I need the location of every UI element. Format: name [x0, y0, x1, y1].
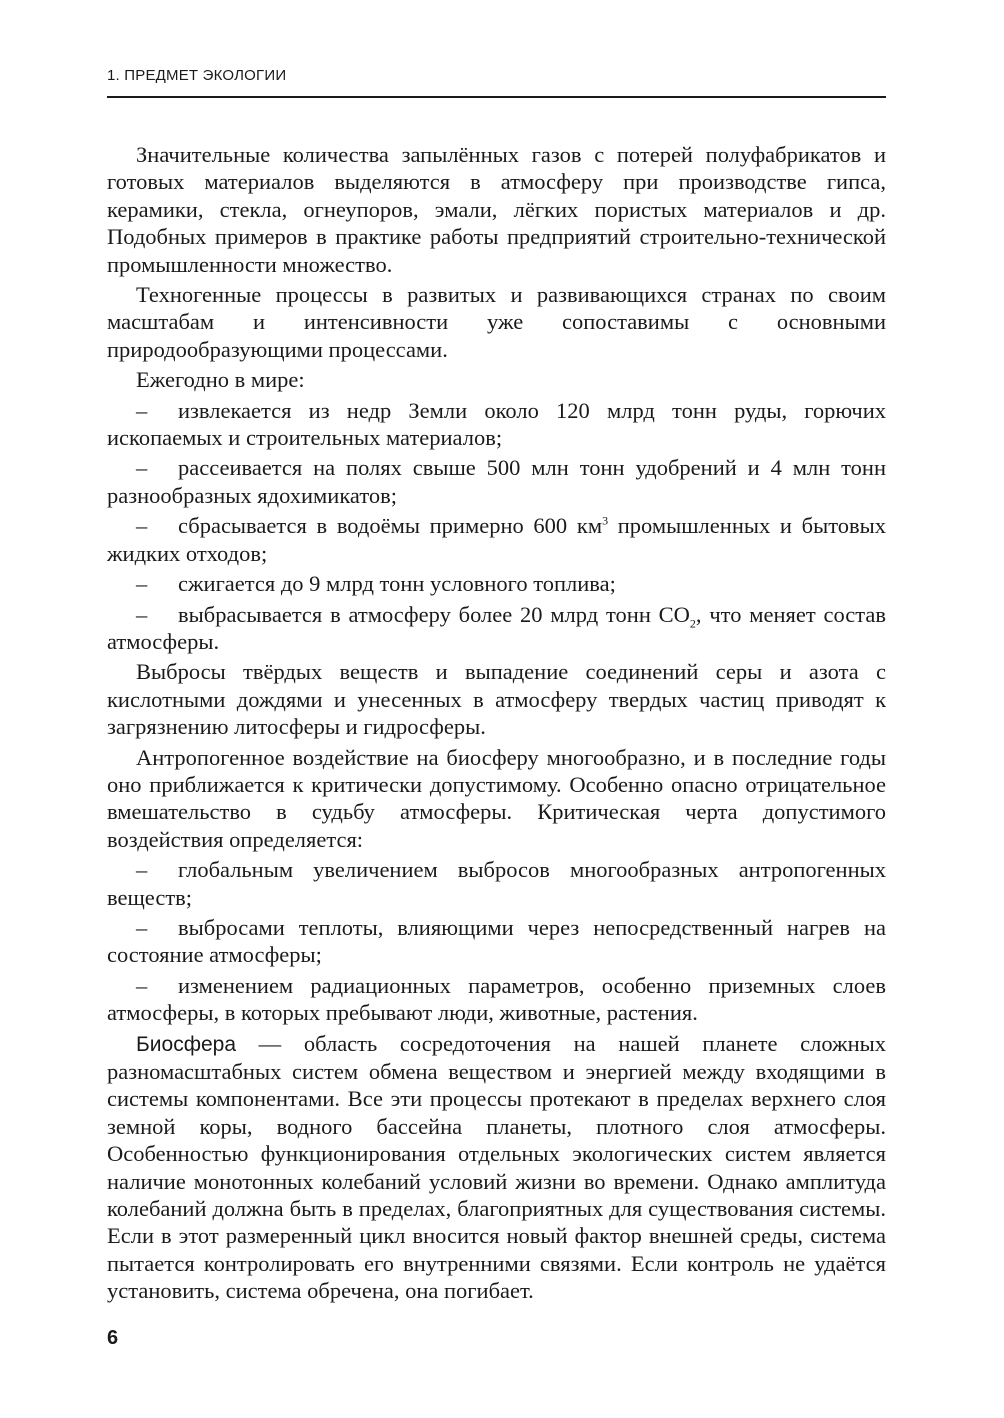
list-item-text: сбрасывается в водоёмы примерно 600 км [178, 513, 603, 539]
list-item-text: выбрасывается в атмосферу более 20 млрд тонн CO [178, 601, 690, 627]
paragraph-5: Антропогенное воздействие на биосферу многообразно, и в последние годы оно приближается к критически допустимому. Особенно опасно отрицательное вмешательство в судьбу атмосферы. Критическая черта допустимого воздействия определяется: [107, 744, 886, 852]
list-item [107, 570, 886, 597]
dash-marker: – [136, 601, 148, 627]
list-item [107, 512, 886, 567]
list-item [107, 856, 886, 911]
superscript: 3 [602, 513, 609, 528]
list-item-text: , что меняет состав атмосферы. [107, 601, 886, 654]
subscript: 2 [689, 616, 696, 630]
paragraph-1: Значительные количества запылённых газов с потерей полуфабрикатов и готовых материалов выделяются в атмосферу при производстве гипса, керамики, стекла, огнеупоров, эмали, лёгких пористых материалов и др. Подобных примеров в практике работы предприятий строительно-технической промышленности множество. [107, 142, 886, 277]
list-item [107, 914, 886, 969]
list-item-text: сжигается до 9 млрд тонн условного топлива; [178, 571, 616, 597]
page-body [107, 141, 886, 1305]
list-item [107, 397, 886, 452]
dash-marker: – [136, 914, 148, 940]
paragraph-4: Выбросы твёрдых веществ и выпадение соединений серы и азота с кислотными дождями и унесенных в атмосферу твердых частиц приводят к загрязнению литосферы и гидросферы. [107, 659, 886, 740]
running-header: 1. ПРЕДМЕТ ЭКОЛОГИИ [107, 67, 287, 84]
dash-marker: – [136, 455, 148, 481]
list-item [107, 972, 886, 1027]
list-item-text: извлекается из недр Земли около 120 млрд тонн руды, горючих ископаемых и строительных материалов; [107, 397, 886, 451]
list-item [107, 601, 886, 656]
dash-marker: – [136, 513, 148, 539]
dash-marker: – [136, 857, 148, 883]
paragraph-6-text: — область сосредоточения на нашей планете сложных разномасштабных систем обмена веществом и энергией между входящими в системы компонентами. Все эти процессы протекают в пределах верхнего слоя земной коры, водного бассейна планеты, плотного слоя атмосферы. Особенностью функционирования отдельных экологических систем является наличие монотонных колебаний условий жизни во времени. Однако амплитуда колебаний должна быть в пределах, благоприятных для существования системы. Если в этот размеренный цикл вносится новый фактор внешней среды, система пытается контролировать его внутренними связями. Если контроль не удаётся установить, система обречена, она погибает. [107, 1030, 886, 1304]
list-item-text: рассеивается на полях свыше 500 млн тонн удобрений и 4 млн тонн разнообразных ядохимикатов; [107, 455, 886, 508]
header-rule [107, 96, 886, 98]
paragraph-3: Ежегодно в мире: [136, 367, 305, 393]
list-item-text: выбросами теплоты, влияющими через непосредственный нагрев на состояние атмосферы; [107, 914, 886, 968]
dash-marker: – [136, 397, 148, 423]
term-biosphere: Биосфера [136, 1032, 237, 1056]
dash-marker: – [136, 571, 148, 597]
list-item-text: изменением радиационных параметров, особенно приземных слоев атмосферы, в которых пребывают люди, животные, растения. [107, 972, 886, 1026]
dash-marker: – [136, 972, 148, 998]
paragraph-6 [107, 1030, 886, 1305]
page-number: 6 [107, 1327, 119, 1349]
list-item-text: глобальным увеличением выбросов многообразных антропогенных веществ; [107, 857, 886, 910]
list-item-text: промышленных и бытовых жидких отходов; [107, 513, 887, 566]
paragraph-2: Техногенные процессы в развитых и развивающихся странах по своим масштабам и интенсивности уже сопоставимы с основными природообразующими процессами. [107, 282, 886, 362]
list-item [107, 454, 886, 509]
